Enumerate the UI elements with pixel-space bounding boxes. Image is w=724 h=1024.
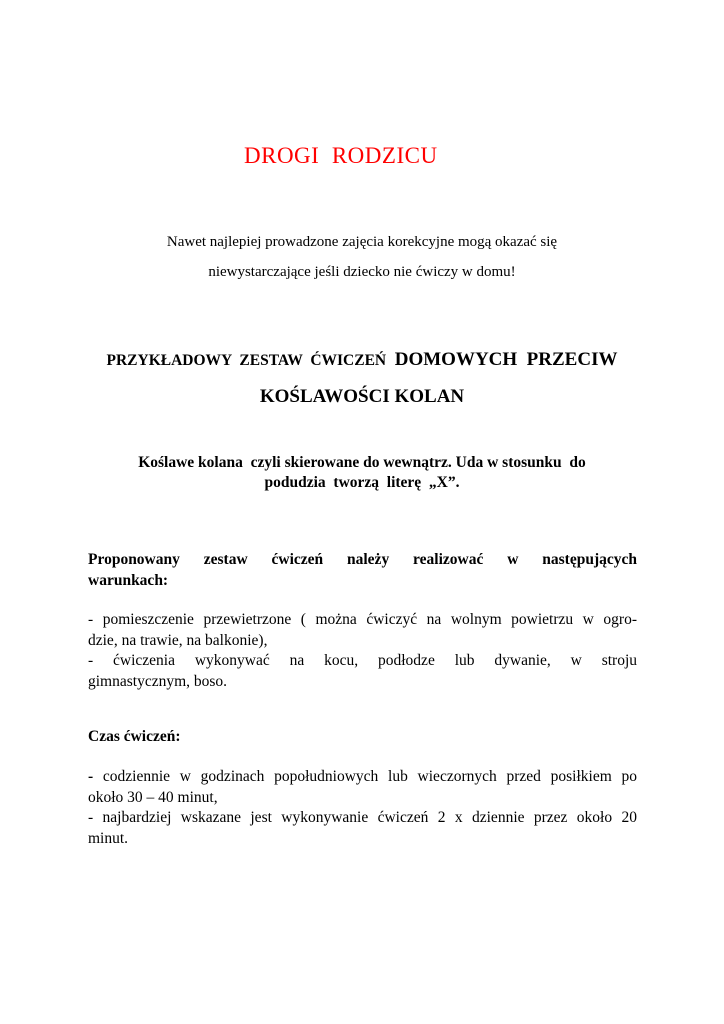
condition-item-1 — [88, 610, 637, 651]
conditions-heading — [88, 550, 637, 591]
heading-part-1: PRZYKŁADOWY ZESTAW ĆWICZEŃ — [106, 352, 390, 369]
condition-item-2 — [88, 651, 637, 692]
heading-part-2: DOMOWYCH PRZECIW — [390, 349, 618, 370]
subtitle-line-1: Koślawe kolana czyli skierowane do wewnątrz. Uda w stosunku do — [138, 454, 586, 471]
intro-paragraph — [88, 227, 636, 287]
condition-item-1-line-1: - pomieszczenie przewietrzone ( można ćwiczyć na wolnym powietrzu w ogro- — [88, 611, 637, 628]
exercise-set-heading — [80, 342, 644, 415]
page-title: DROGI RODZICU — [244, 143, 438, 168]
intro-line-2: niewystarczające jeśli dziecko nie ćwiczy w domu! — [208, 264, 516, 280]
intro-line-1: Nawet najlepiej prowadzone zajęcia korekcyjne mogą okazać się — [166, 234, 558, 250]
time-item-2-line-1: - najbardziej wskazane jest wykonywanie ćwiczeń 2 x dziennie przez około 20 — [88, 809, 637, 826]
time-item-2 — [88, 808, 637, 849]
time-heading: Czas ćwiczeń: — [88, 728, 181, 745]
condition-item-2-line-1: - ćwiczenia wykonywać na kocu, podłodze lub dywanie, w stroju — [88, 652, 637, 669]
heading-line-2: KOŚLAWOŚCI KOLAN — [259, 386, 465, 407]
subtitle-line-2: podudzia tworzą literę „X”. — [264, 474, 460, 491]
heading-line-1 — [80, 342, 644, 379]
time-item-1-text: codziennie w godzinach popołudniowych lub wieczornych przed posiłkiem po — [93, 768, 637, 785]
knock-knees-description — [88, 453, 636, 493]
condition-item-2-line-2: gimnastycznym, boso. — [88, 672, 228, 690]
condition-item-1-line-2: dzie, na trawie, na balkonie), — [88, 631, 268, 649]
time-item-1-line-2: około 30 – 40 minut, — [88, 788, 218, 806]
time-item-2-line-2: minut. — [88, 829, 129, 847]
time-item-1-line-1 — [88, 767, 637, 788]
time-item-1-dash: - — [88, 768, 94, 785]
conditions-heading-line-2: warunkach: — [88, 571, 169, 589]
time-item-1 — [88, 767, 637, 808]
conditions-heading-line-1: Proponowany zestaw ćwiczeń należy realizować w następujących — [88, 551, 637, 568]
